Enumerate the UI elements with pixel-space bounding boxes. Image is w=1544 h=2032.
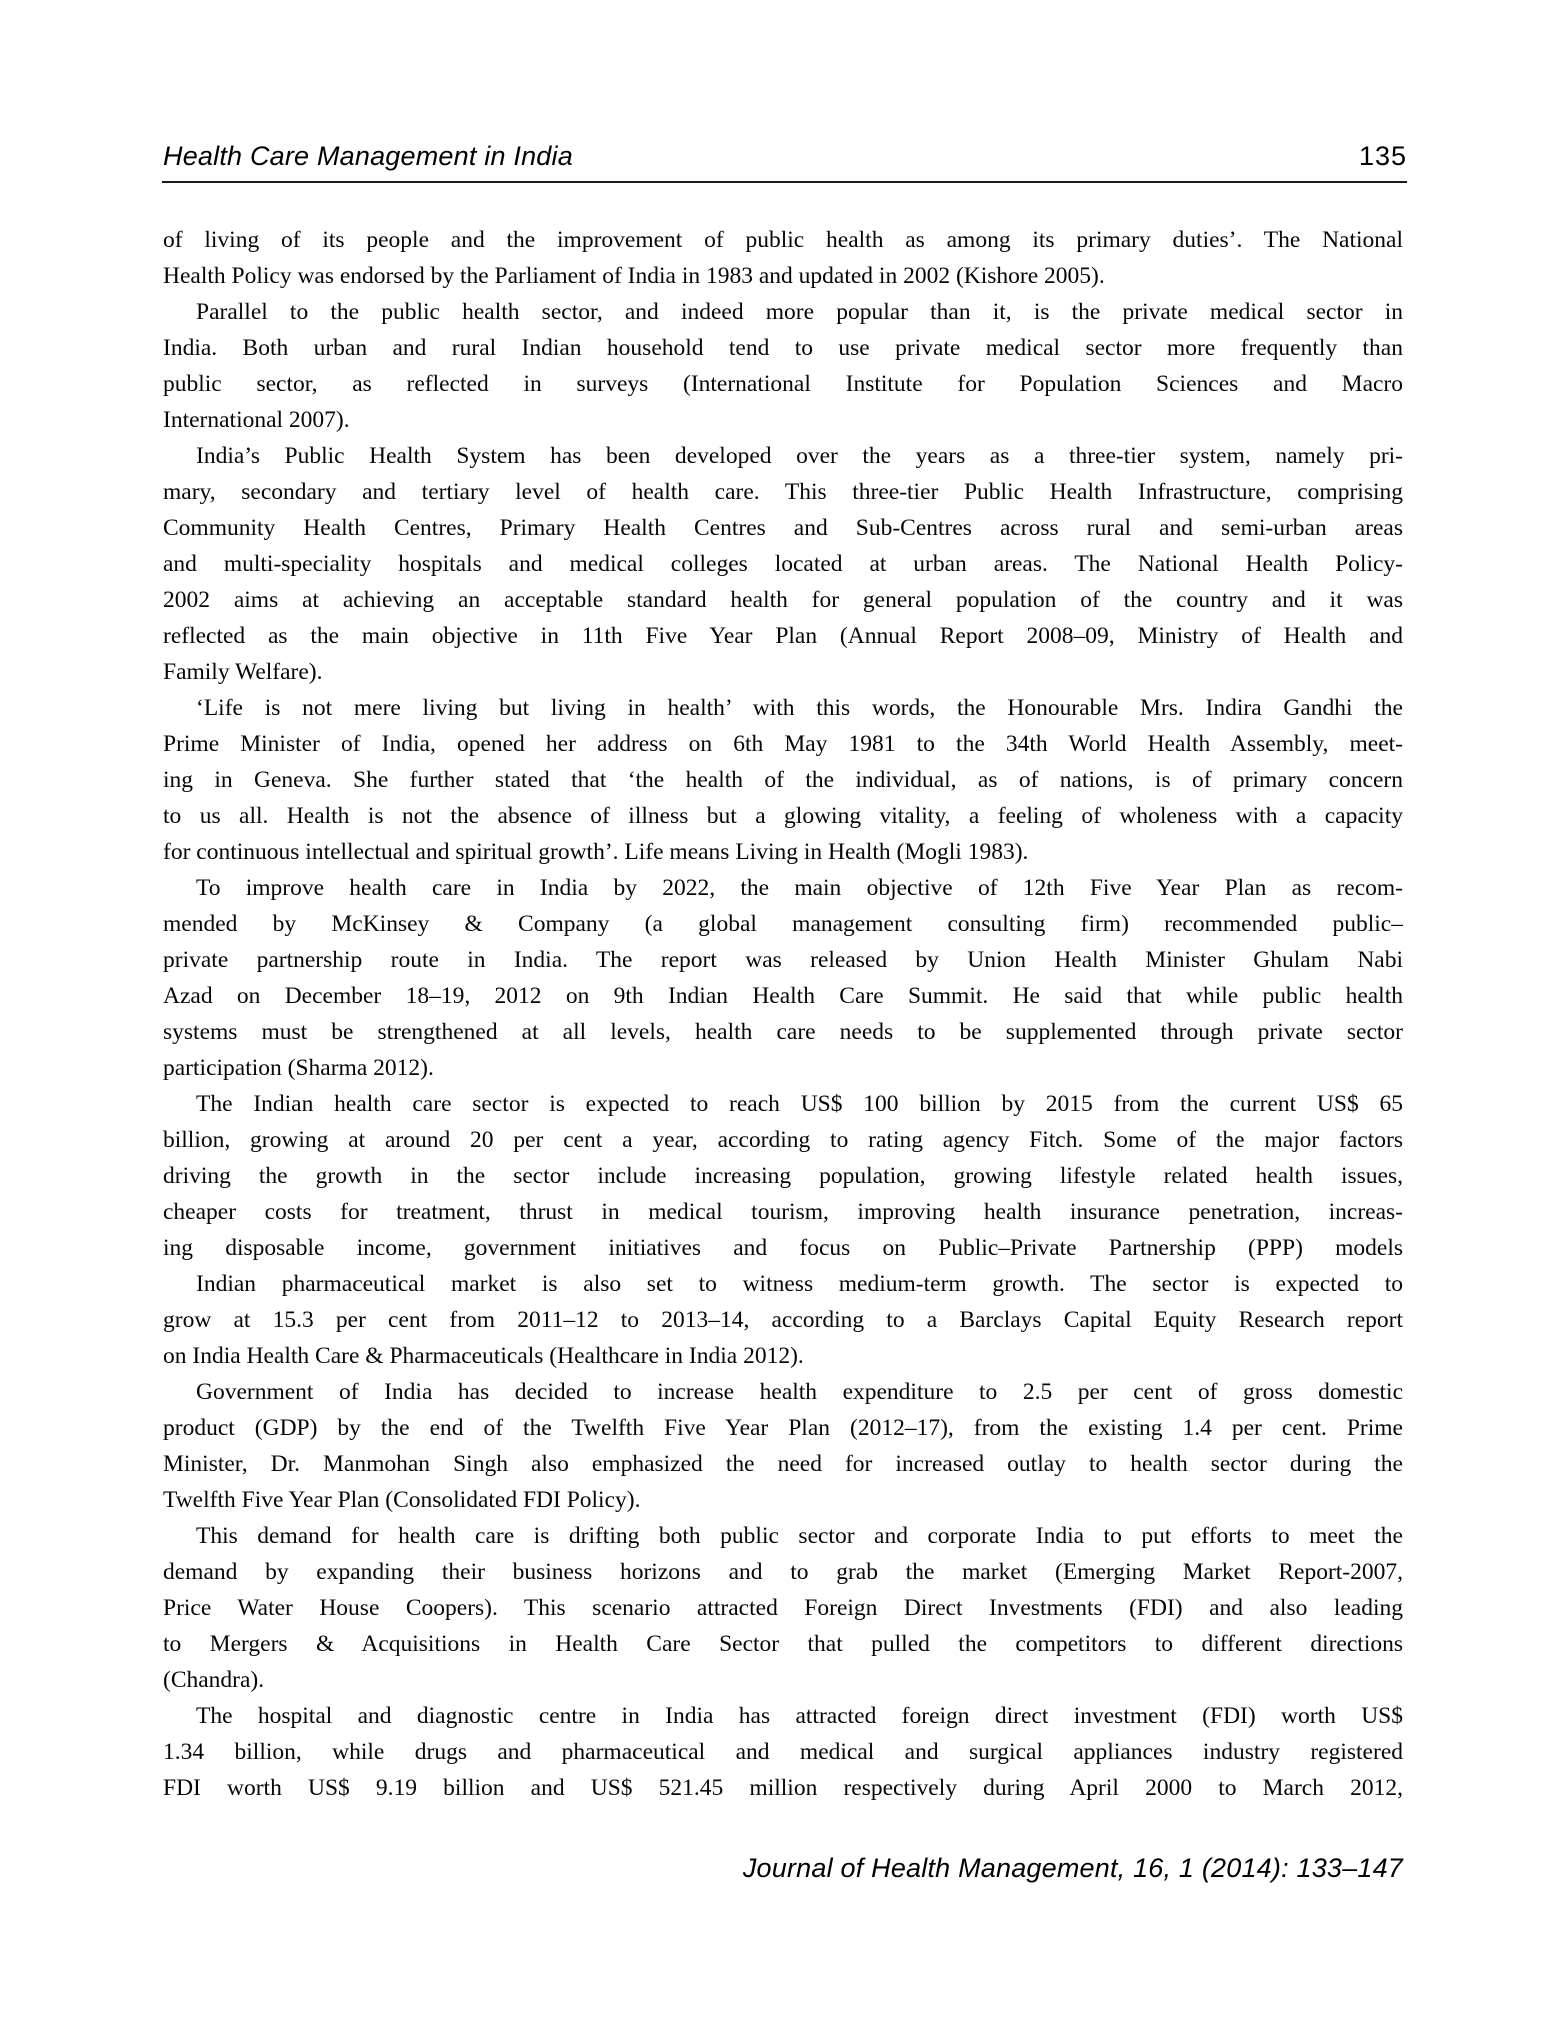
body-line: public sector, as reflected in surveys (International Institute for Population Sciences and Macro bbox=[163, 371, 1403, 397]
body-line: and multi-speciality hospitals and medical colleges located at urban areas. The National Health Policy- bbox=[163, 551, 1403, 577]
body-line: Twelfth Five Year Plan (Consolidated FDI Policy). bbox=[163, 1487, 641, 1513]
body-line: FDI worth US$ 9.19 billion and US$ 521.45 million respectively during April 2000 to March 2012, bbox=[163, 1775, 1403, 1801]
body-line: product (GDP) by the end of the Twelfth Five Year Plan (2012–17), from the existing 1.4 per cent. Prime bbox=[163, 1415, 1403, 1441]
body-line: systems must be strengthened at all levels, health care needs to be supplemented through private sector bbox=[163, 1019, 1403, 1045]
body-line: (Chandra). bbox=[163, 1667, 265, 1693]
body-line: driving the growth in the sector include increasing population, growing lifestyle related health issues, bbox=[163, 1163, 1403, 1189]
body-line: grow at 15.3 per cent from 2011–12 to 2013–14, according to a Barclays Capital Equity Research report bbox=[163, 1307, 1403, 1333]
body-line: reflected as the main objective in 11th Five Year Plan (Annual Report 2008–09, Ministry of Health and bbox=[163, 623, 1403, 649]
journal-footer bbox=[163, 1851, 1403, 1885]
body-line: to Mergers & Acquisitions in Health Care Sector that pulled the competitors to different directions bbox=[163, 1631, 1403, 1657]
body-line: ing disposable income, government initiatives and focus on Public–Private Partnership (PPP) models bbox=[163, 1235, 1403, 1261]
body-line: Family Welfare). bbox=[163, 659, 323, 685]
body-line: billion, growing at around 20 per cent a year, according to rating agency Fitch. Some of the major factors bbox=[163, 1127, 1403, 1153]
body-line: mary, secondary and tertiary level of health care. This three-tier Public Health Infrastructure, comprising bbox=[163, 479, 1403, 505]
article-body bbox=[163, 222, 1403, 1806]
body-line: Price Water House Coopers). This scenario attracted Foreign Direct Investments (FDI) and also leading bbox=[163, 1595, 1403, 1621]
body-line: India. Both urban and rural Indian household tend to use private medical sector more frequently than bbox=[163, 335, 1403, 361]
body-line: Community Health Centres, Primary Health Centres and Sub-Centres across rural and semi-urban areas bbox=[163, 515, 1403, 541]
body-line: India’s Public Health System has been developed over the years as a three-tier system, namely pri- bbox=[196, 443, 1403, 469]
body-line: Prime Minister of India, opened her address on 6th May 1981 to the 34th World Health Assembly, meet- bbox=[163, 731, 1403, 757]
body-line: participation (Sharma 2012). bbox=[163, 1055, 434, 1081]
body-line: Parallel to the public health sector, and indeed more popular than it, is the private medical sector in bbox=[196, 299, 1403, 325]
body-line: This demand for health care is drifting both public sector and corporate India to put efforts to meet the bbox=[196, 1523, 1403, 1549]
body-line: demand by expanding their business horizons and to grab the market (Emerging Market Report-2007, bbox=[163, 1559, 1403, 1585]
journal-citation: Journal of Health Management, 16, 1 (2014): 133–147 bbox=[742, 1853, 1403, 1883]
body-line: of living of its people and the improvement of public health as among its primary duties’. The National bbox=[163, 227, 1403, 253]
body-line: 1.34 billion, while drugs and pharmaceutical and medical and surgical appliances industry registered bbox=[163, 1739, 1403, 1765]
body-line: Government of India has decided to increase health expenditure to 2.5 per cent of gross domestic bbox=[196, 1379, 1403, 1405]
body-line: The hospital and diagnostic centre in India has attracted foreign direct investment (FDI) worth US$ bbox=[196, 1703, 1403, 1729]
body-line: ing in Geneva. She further stated that ‘the health of the individual, as of nations, is of primary concern bbox=[163, 767, 1403, 793]
running-title: Health Care Management in India bbox=[163, 141, 573, 171]
body-line: 2002 aims at achieving an acceptable standard health for general population of the country and it was bbox=[163, 587, 1403, 613]
page-number: 135 bbox=[1358, 141, 1407, 171]
body-line: Indian pharmaceutical market is also set to witness medium-term growth. The sector is expected to bbox=[196, 1271, 1403, 1297]
body-line: International 2007). bbox=[163, 407, 350, 433]
body-line: to us all. Health is not the absence of illness but a glowing vitality, a feeling of wholeness with a capacity bbox=[163, 803, 1403, 829]
body-line: on India Health Care & Pharmaceuticals (Healthcare in India 2012). bbox=[163, 1343, 804, 1369]
body-line: Minister, Dr. Manmohan Singh also emphasized the need for increased outlay to health sector during the bbox=[163, 1451, 1403, 1477]
body-line: cheaper costs for treatment, thrust in medical tourism, improving health insurance penetration, increas- bbox=[163, 1199, 1403, 1225]
body-line: mended by McKinsey & Company (a global management consulting firm) recommended public– bbox=[163, 911, 1403, 937]
body-line: ‘Life is not mere living but living in health’ with this words, the Honourable Mrs. Indira Gandhi the bbox=[196, 695, 1403, 721]
body-line: private partnership route in India. The report was released by Union Health Minister Ghulam Nabi bbox=[163, 947, 1403, 973]
body-line: The Indian health care sector is expected to reach US$ 100 billion by 2015 from the current US$ 65 bbox=[196, 1091, 1403, 1117]
body-line: To improve health care in India by 2022, the main objective of 12th Five Year Plan as recom- bbox=[196, 875, 1403, 901]
body-line: for continuous intellectual and spiritual growth’. Life means Living in Health (Mogli 1983). bbox=[163, 839, 1029, 865]
header-rule bbox=[162, 181, 1407, 183]
running-header bbox=[163, 140, 1407, 172]
body-line: Health Policy was endorsed by the Parliament of India in 1983 and updated in 2002 (Kishore 2005). bbox=[163, 263, 1105, 289]
body-line: Azad on December 18–19, 2012 on 9th Indian Health Care Summit. He said that while public health bbox=[163, 983, 1403, 1009]
